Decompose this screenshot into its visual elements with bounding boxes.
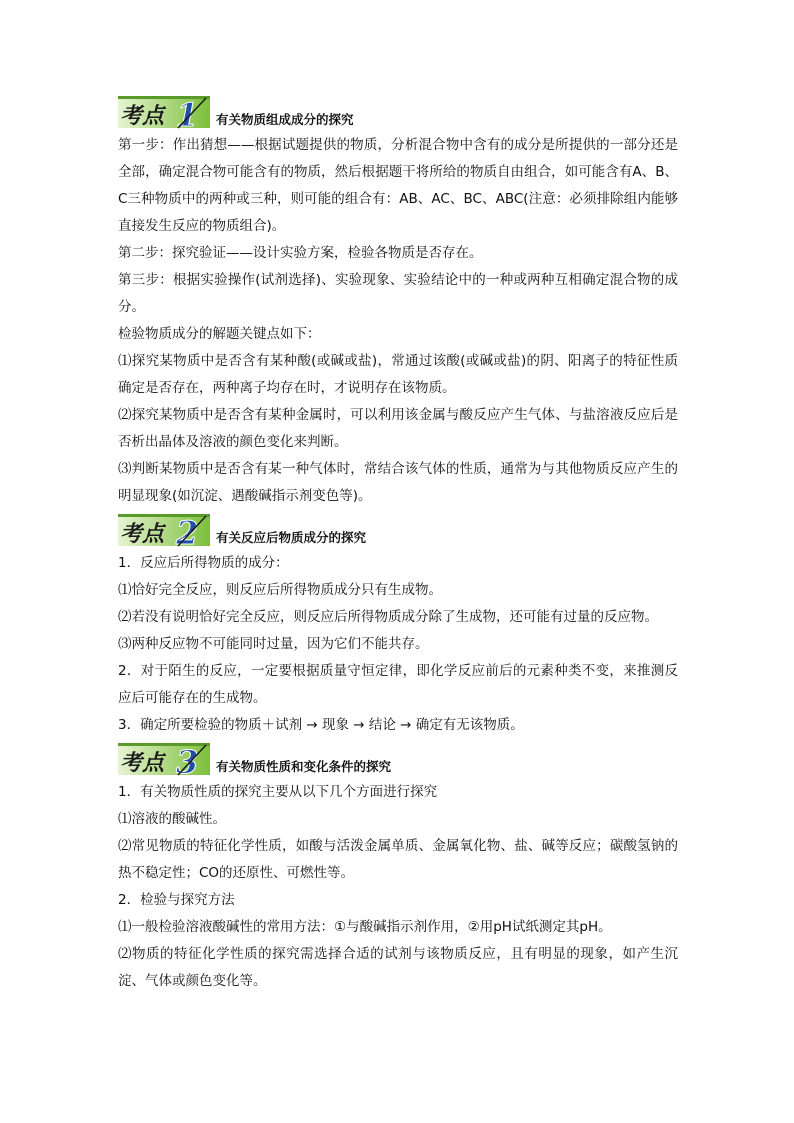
badge-graphic [118, 510, 210, 548]
badge-graphic [118, 92, 210, 130]
document-body [118, 92, 678, 995]
paragraph: 检验物质成分的解题关键点如下： [118, 326, 321, 342]
paragraph: 2．检验与探究方法 [118, 892, 235, 908]
paragraph: 2．对于陌生的反应，一定要根据质量守恒定律，即化学反应前后的元素种类不变，来推测反应后可能存在的生成物。 [118, 663, 678, 706]
paragraph: ⑵常见物质的特征化学性质，如酸与活泼金属单质、金属氧化物、盐、碱等反应；碳酸氢钠的热不稳定性；CO的还原性、可燃性等。 [118, 838, 678, 881]
paragraph: ⑴溶液的酸碱性。 [118, 811, 226, 827]
badge-number: 1 [176, 96, 199, 130]
badge-number: 2 [176, 514, 199, 548]
paragraph: 第一步：作出猜想——根据试题提供的物质，分析混合物中含有的成分是所提供的一部分还是全部，确定混合物可能含有的物质，然后根据题干将所给的物质自由组合，如可能含有A、B、C三种物质中的两种或三种，则可能的组合有：AB、AC、BC、ABC(注意：必须排除组内能够直接发生反应的物质组合)。 [118, 137, 678, 234]
kaodian-badge-3 [118, 739, 210, 777]
paragraph: ⑴一般检验溶液酸碱性的常用方法：①与酸碱指示剂作用，②用pH试纸测定其pH。 [118, 919, 612, 935]
paragraph: ⑴恰好完全反应，则反应后所得物质成分只有生成物。 [118, 582, 442, 598]
paragraph: ⑵若没有说明恰好完全反应，则反应后所得物质成分除了生成物，还可能有过量的反应物。 [118, 609, 658, 625]
paragraph: 1．有关物质性质的探究主要从以下几个方面进行探究 [118, 784, 438, 800]
kaodian-badge-1 [118, 92, 210, 130]
badge-text: 考点 [120, 522, 165, 547]
section-title: 有关反应后物质成分的探究 [216, 530, 367, 545]
section-title: 有关物质性质和变化条件的探究 [216, 759, 392, 774]
paragraph: ⑴探究某物质中是否含有某种酸(或碱或盐)，常通过该酸(或碱或盐)的阴、阳离子的特征性质确定是否存在，两种离子均存在时，才说明存在该物质。 [118, 353, 678, 396]
paragraph: ⑵探究某物质中是否含有某种金属时，可以利用该金属与酸反应产生气体、与盐溶液反应后是否析出晶体及溶液的颜色变化来判断。 [118, 407, 678, 450]
section-header [118, 92, 678, 130]
section-2 [118, 510, 678, 739]
paragraph: 第三步：根据实验操作(试剂选择)、实验现象、实验结论中的一种或两种互相确定混合物的成分。 [118, 272, 678, 315]
section-header [118, 510, 678, 548]
paragraph: 1．反应后所得物质的成分： [118, 555, 289, 571]
badge-text: 考点 [120, 104, 165, 129]
badge-text: 考点 [120, 751, 165, 776]
kaodian-badge-2 [118, 510, 210, 548]
paragraph: ⑵物质的特征化学性质的探究需选择合适的试剂与该物质反应，且有明显的现象，如产生沉淀、气体或颜色变化等。 [118, 946, 678, 989]
paragraph: 3．确定所要检验的物质＋试剂 → 现象 → 结论 → 确定有无该物质。 [118, 717, 524, 733]
paragraph: 第二步：探究验证——设计实验方案，检验各物质是否存在。 [118, 245, 483, 261]
section-3 [118, 739, 678, 995]
badge-graphic [118, 739, 210, 777]
paragraph: ⑶判断某物质中是否含有某一种气体时，常结合该气体的性质，通常为与其他物质反应产生的明显现象(如沉淀、遇酸碱指示剂变色等)。 [118, 461, 678, 504]
section-header [118, 739, 678, 777]
paragraph: ⑶两种反应物不可能同时过量，因为它们不能共存。 [118, 636, 429, 652]
section-1 [118, 92, 678, 510]
badge-number: 3 [176, 743, 199, 777]
section-title: 有关物质组成成分的探究 [216, 112, 354, 127]
